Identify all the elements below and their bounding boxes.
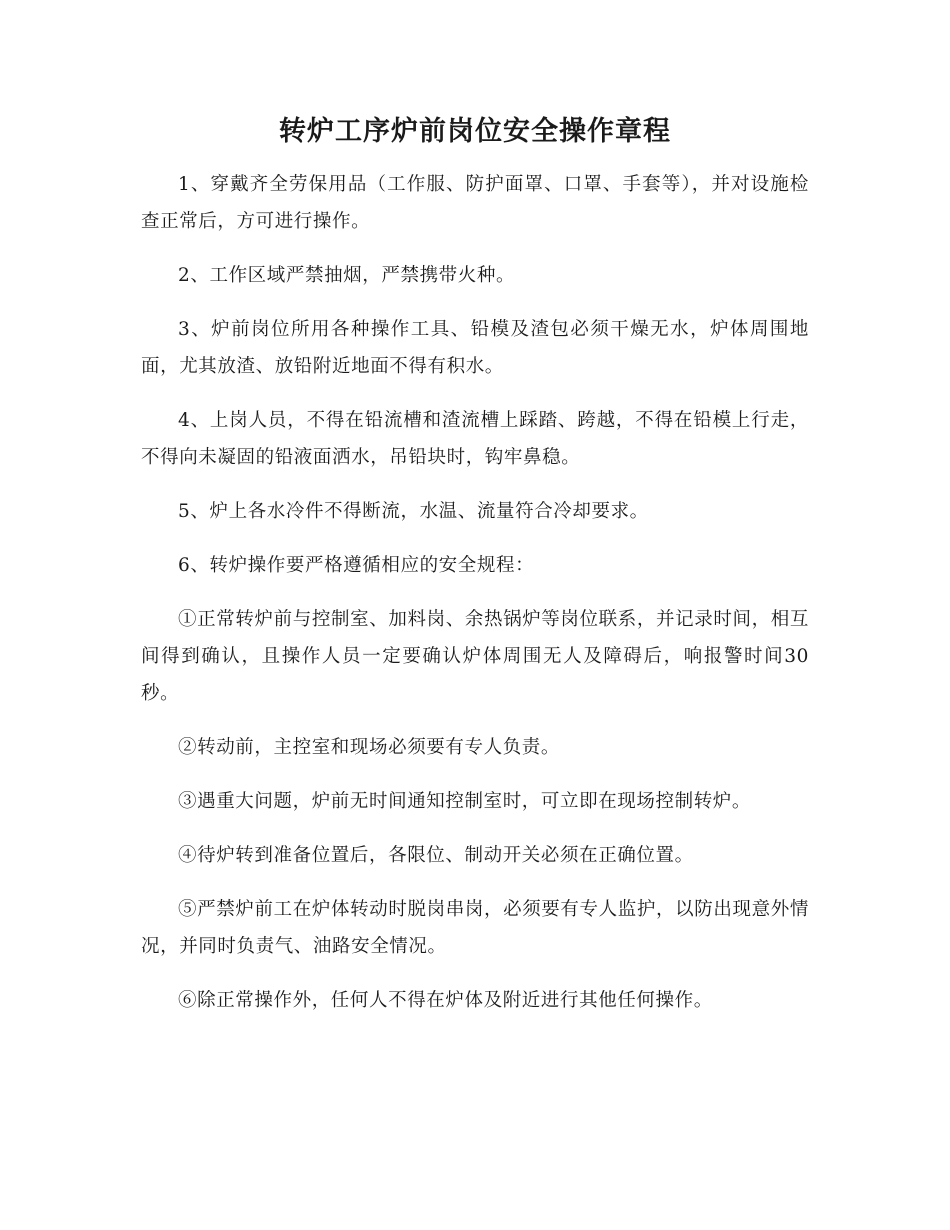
sub-item-2: ②转动前，主控室和现场必须要有专人负责。 [178,737,561,758]
document-body [141,166,809,1036]
paragraph-5: 5、炉上各水冷件不得断流，水温、流量符合冷却要求。 [178,501,649,522]
sub-item-4: ④待炉转到准备位置后，各限位、制动开关必须在正确位置。 [178,845,694,866]
paragraph-2: 2、工作区域严禁抽烟，严禁携带火种。 [178,265,516,286]
document-title: 转炉工序炉前岗位安全操作章程 [279,116,671,147]
paragraph-4: 4、上岗人员，不得在铅流槽和渣流槽上踩踏、跨越，不得在铅模上行走，不得向未凝固的铅液面洒水，吊铅块时，钩牢鼻稳。 [141,410,809,468]
sub-item-3: ③遇重大问题，炉前无时间通知控制室时，可立即在现场控制转炉。 [178,791,752,812]
paragraph-6: 6、转炉操作要严格遵循相应的安全规程： [178,555,535,576]
paragraph-3: 3、炉前岗位所用各种操作工具、铅模及渣包必须干燥无水，炉体周围地面，尤其放渣、放铅附近地面不得有积水。 [141,319,809,377]
paragraph-1: 1、穿戴齐全劳保用品（工作服、防护面罩、口罩、手套等），并对设施检查正常后，方可进行操作。 [141,174,809,232]
sub-item-1: ①正常转炉前与控制室、加料岗、余热锅炉等岗位联系，并记录时间，相互间得到确认，且操作人员一定要确认炉体周围无人及障碍后，响报警时间30秒。 [141,609,809,704]
sub-item-6: ⑥除正常操作外，任何人不得在炉体及附近进行其他任何操作。 [178,990,713,1011]
sub-item-5: ⑤严禁炉前工在炉体转动时脱岗串岗，必须要有专人监护，以防出现意外情况，并同时负责气、油路安全情况。 [141,899,809,957]
